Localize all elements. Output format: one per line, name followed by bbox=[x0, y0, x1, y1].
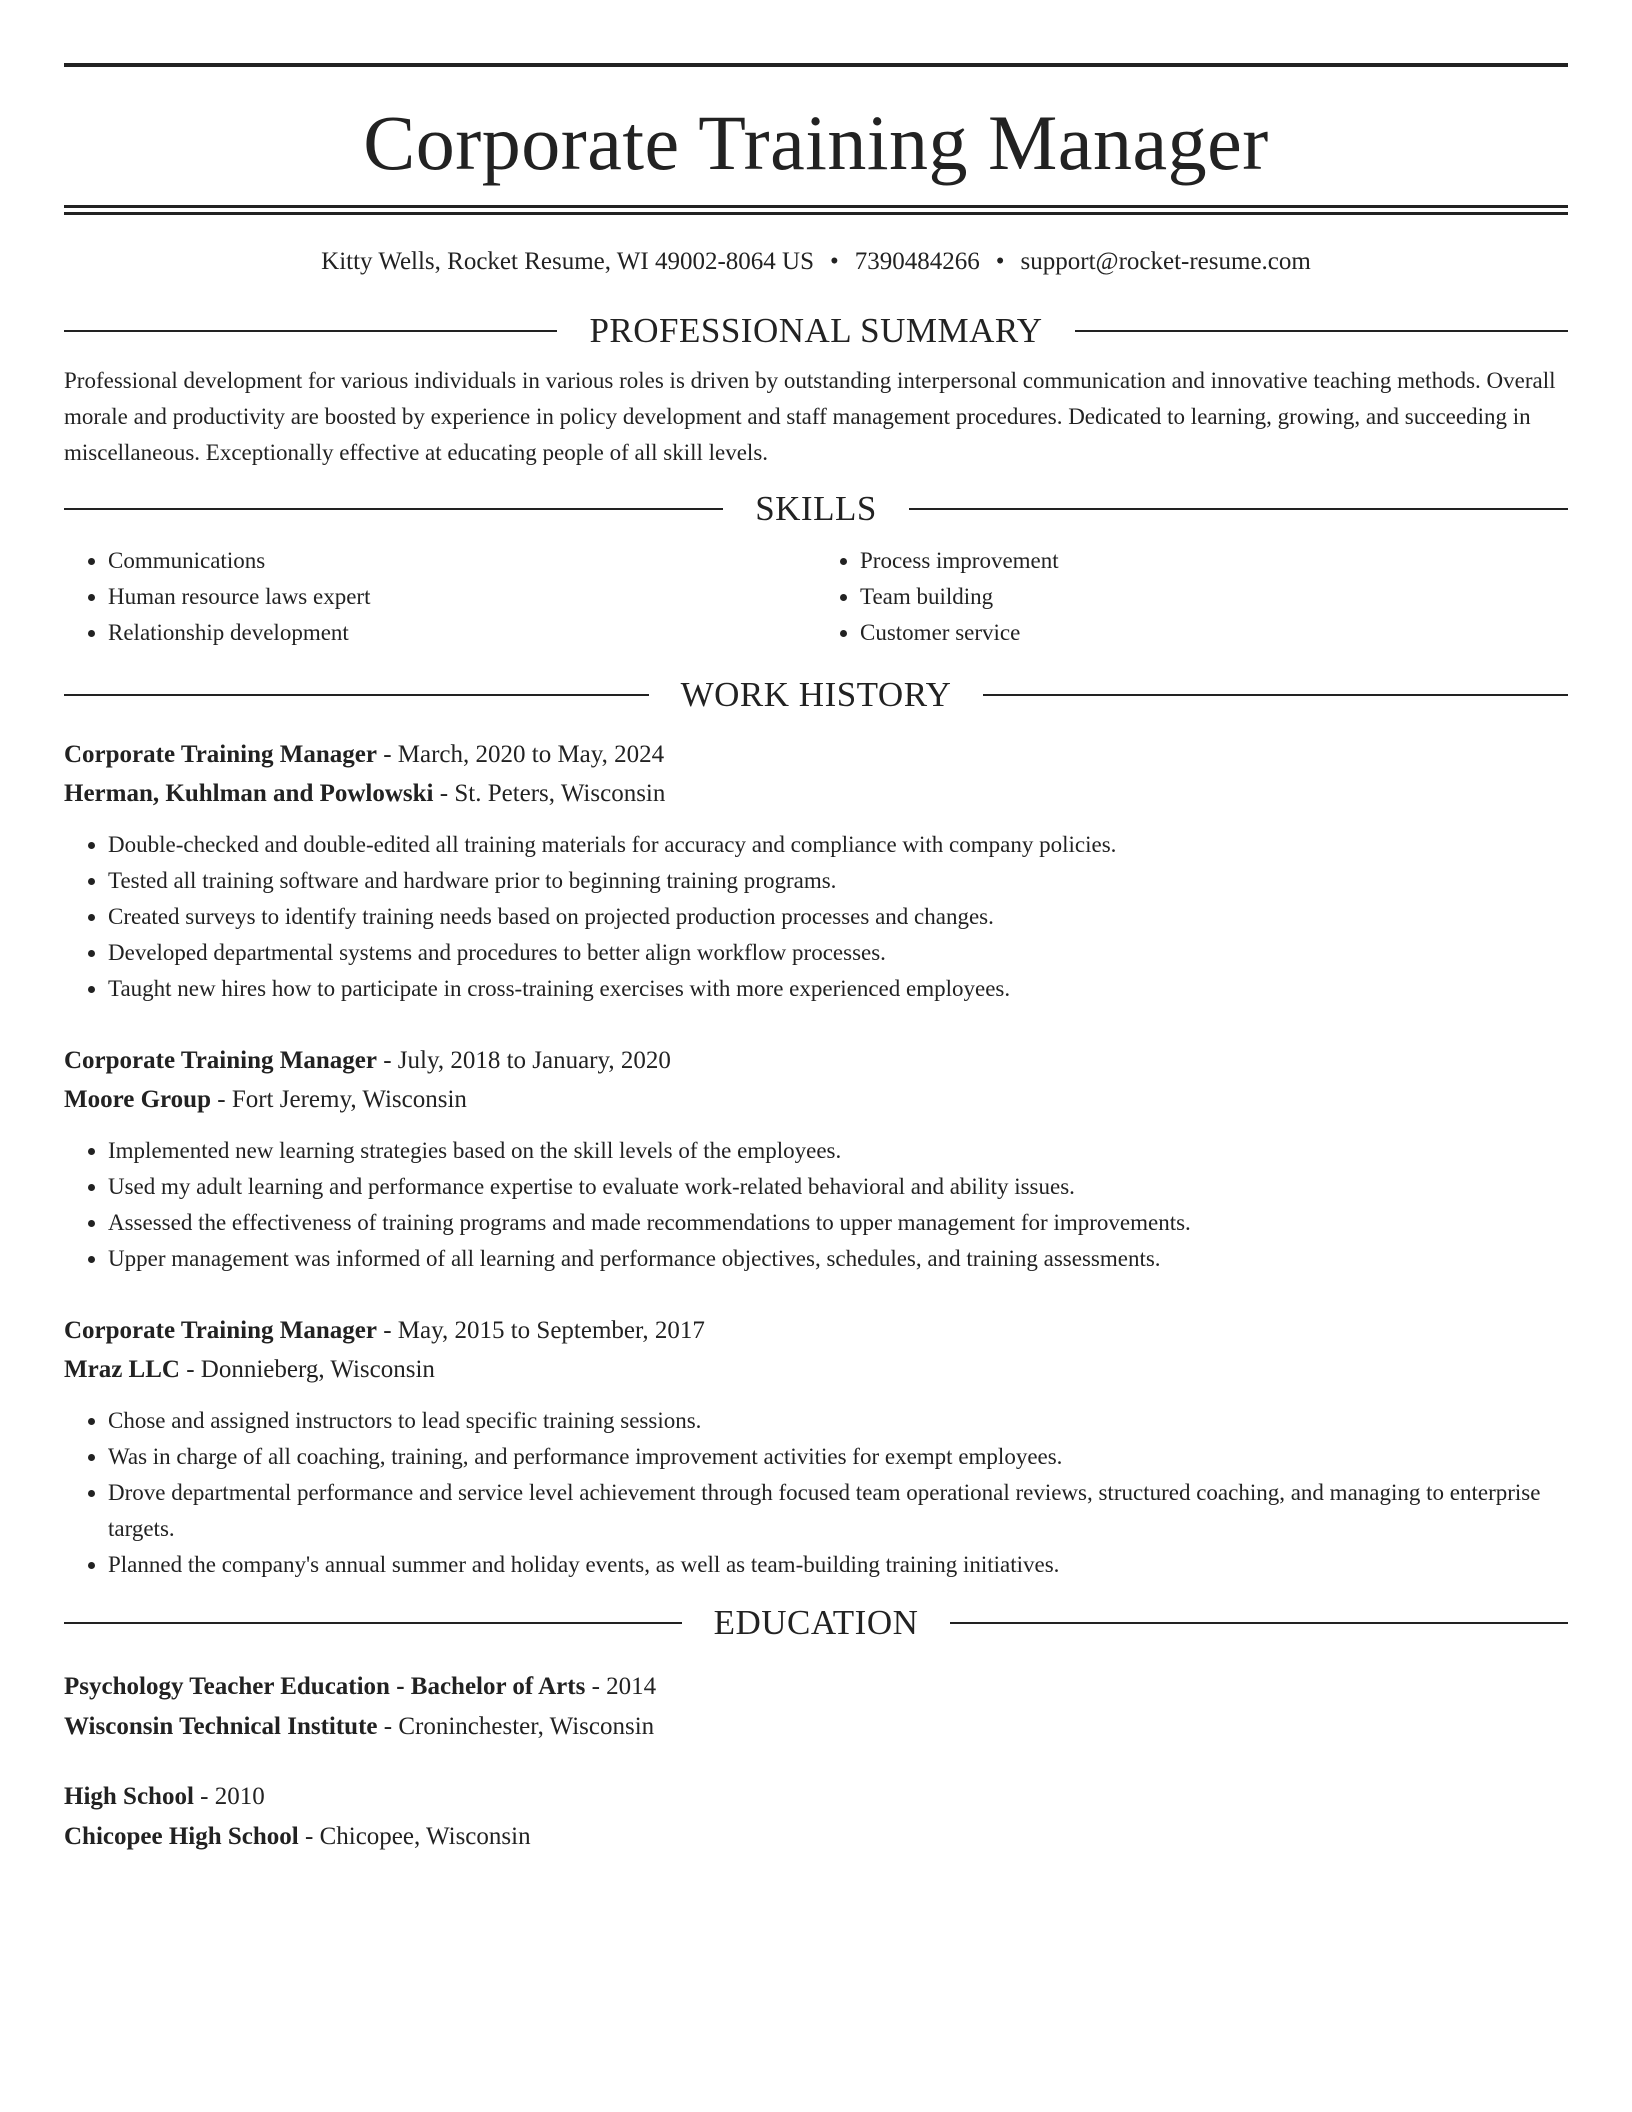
top-rule bbox=[64, 63, 1568, 67]
education-school: Chicopee High School bbox=[64, 1823, 299, 1850]
section-heading-summary bbox=[64, 309, 1568, 353]
heading-text: EDUCATION bbox=[713, 1603, 919, 1642]
dash: - bbox=[200, 1783, 209, 1810]
education-year: 2010 bbox=[214, 1783, 265, 1810]
education-entry bbox=[64, 1777, 1568, 1857]
job-location: St. Peters, Wisconsin bbox=[454, 780, 666, 807]
contact-line bbox=[64, 245, 1568, 279]
job-bullet: • Was in charge of all coaching, training, and performance improvement activities for exempt employees. bbox=[108, 1439, 1568, 1475]
job-company: Moore Group bbox=[64, 1086, 211, 1113]
education-degree: High School bbox=[64, 1783, 194, 1810]
heading-rule bbox=[909, 508, 1568, 510]
heading-text: SKILLS bbox=[755, 489, 877, 528]
dash: - bbox=[305, 1823, 314, 1850]
education-school: Wisconsin Technical Institute bbox=[64, 1713, 378, 1740]
job-dates: July, 2018 to January, 2020 bbox=[397, 1047, 671, 1074]
job-company-line bbox=[64, 774, 1568, 813]
heading-rule bbox=[950, 1622, 1568, 1624]
skills-column-right bbox=[816, 543, 1568, 651]
job-title-line bbox=[64, 1041, 1568, 1080]
job-company-line bbox=[64, 1080, 1568, 1119]
job-title-line bbox=[64, 735, 1568, 774]
job-title: Corporate Training Manager bbox=[64, 1047, 377, 1074]
contact-separator: • bbox=[995, 248, 1005, 275]
job-entry bbox=[64, 1041, 1568, 1277]
skill-item: • Customer service bbox=[860, 615, 1568, 651]
job-bullet: • Created surveys to identify training needs based on projected production processes and changes. bbox=[108, 899, 1568, 935]
job-entry bbox=[64, 1311, 1568, 1583]
section-heading-education bbox=[64, 1601, 1568, 1645]
education-location: Croninchester, Wisconsin bbox=[398, 1713, 655, 1740]
double-rule bbox=[64, 205, 1568, 215]
dash: - bbox=[383, 1047, 392, 1074]
job-bullets bbox=[64, 827, 1568, 1007]
education-school-line bbox=[64, 1817, 1568, 1857]
skill-item: • Communications bbox=[108, 543, 816, 579]
job-bullets bbox=[64, 1403, 1568, 1583]
heading-rule bbox=[64, 1622, 682, 1624]
job-bullet: • Double-checked and double-edited all training materials for accuracy and compliance with company policies. bbox=[108, 827, 1568, 863]
job-dates: March, 2020 to May, 2024 bbox=[397, 741, 665, 768]
contact-email: support@rocket-resume.com bbox=[1020, 248, 1311, 275]
resume-title: Corporate Training Manager bbox=[363, 99, 1269, 186]
heading-rule bbox=[983, 694, 1568, 696]
contact-phone: 7390484266 bbox=[854, 248, 980, 275]
job-bullet: • Used my adult learning and performance expertise to evaluate work-related behavioral and ability issues. bbox=[108, 1169, 1568, 1205]
skill-item: • Relationship development bbox=[108, 615, 816, 651]
dash: - bbox=[383, 1317, 392, 1344]
heading-text: WORK HISTORY bbox=[680, 675, 952, 714]
summary-text: Professional development for various individuals in various roles is driven by outstanding interpersonal communication and innovative teaching methods. Overall morale and productivity are boosted by experience in policy development and staff management procedures. Dedicated to learning, growing, and succeeding in miscellaneous. Exceptionally effective at educating people of all skill levels. bbox=[64, 368, 1556, 465]
contact-separator: • bbox=[830, 248, 839, 275]
skills-column-left bbox=[64, 543, 816, 651]
dash: - bbox=[383, 1713, 393, 1740]
education-degree: Psychology Teacher Education - Bachelor of Arts bbox=[64, 1673, 586, 1700]
dash: - bbox=[591, 1673, 600, 1700]
job-bullet: • Developed departmental systems and procedures to better align workflow processes. bbox=[108, 935, 1568, 971]
job-title: Corporate Training Manager bbox=[64, 1317, 377, 1344]
job-company: Herman, Kuhlman and Powlowski bbox=[64, 780, 434, 807]
education-year: 2014 bbox=[606, 1673, 657, 1700]
heading-rule bbox=[64, 508, 723, 510]
job-bullet: • Tested all training software and hardware prior to beginning training programs. bbox=[108, 863, 1568, 899]
job-bullet: • Drove departmental performance and service level achievement through focused team operational reviews, structured coaching, and managing to enterprise targets. bbox=[108, 1475, 1568, 1547]
job-bullet: • Chose and assigned instructors to lead specific training sessions. bbox=[108, 1403, 1568, 1439]
education-entry bbox=[64, 1667, 1568, 1747]
dash: - bbox=[439, 780, 449, 807]
job-title-line bbox=[64, 1311, 1568, 1350]
heading-rule bbox=[1075, 330, 1568, 332]
education-degree-line bbox=[64, 1667, 1568, 1707]
job-company-line bbox=[64, 1350, 1568, 1389]
heading-rule bbox=[64, 330, 557, 332]
job-bullet: • Assessed the effectiveness of training programs and made recommendations to upper management for improvements. bbox=[108, 1205, 1568, 1241]
contact-address: Kitty Wells, Rocket Resume, WI 49002-8064 US bbox=[321, 248, 815, 275]
job-bullet: • Implemented new learning strategies based on the skill levels of the employees. bbox=[108, 1133, 1568, 1169]
education-location: Chicopee, Wisconsin bbox=[319, 1823, 531, 1850]
job-location: Donnieberg, Wisconsin bbox=[200, 1356, 435, 1383]
skills-list bbox=[64, 543, 1568, 651]
job-bullets bbox=[64, 1133, 1568, 1277]
education-degree-line bbox=[64, 1777, 1568, 1817]
dash: - bbox=[186, 1356, 195, 1383]
section-heading-work bbox=[64, 673, 1568, 717]
skill-item: • Human resource laws expert bbox=[108, 579, 816, 615]
job-dates: May, 2015 to September, 2017 bbox=[397, 1317, 705, 1344]
job-bullet: • Upper management was informed of all learning and performance objectives, schedules, and training assessments. bbox=[108, 1241, 1568, 1277]
resume-page bbox=[64, 0, 1568, 1857]
heading-rule bbox=[64, 694, 649, 696]
skill-item: • Process improvement bbox=[860, 543, 1568, 579]
education-school-line bbox=[64, 1707, 1568, 1747]
job-bullet: • Planned the company's annual summer and holiday events, as well as team-building training initiatives. bbox=[108, 1547, 1568, 1583]
job-title: Corporate Training Manager bbox=[64, 741, 377, 768]
dash: - bbox=[383, 741, 392, 768]
dash: - bbox=[217, 1086, 226, 1113]
job-bullet: • Taught new hires how to participate in cross-training exercises with more experienced employees. bbox=[108, 971, 1568, 1007]
job-company: Mraz LLC bbox=[64, 1356, 180, 1383]
skill-item: • Team building bbox=[860, 579, 1568, 615]
heading-text: PROFESSIONAL SUMMARY bbox=[589, 311, 1043, 350]
job-location: Fort Jeremy, Wisconsin bbox=[231, 1086, 467, 1113]
job-entry bbox=[64, 735, 1568, 1007]
section-heading-skills bbox=[64, 487, 1568, 531]
